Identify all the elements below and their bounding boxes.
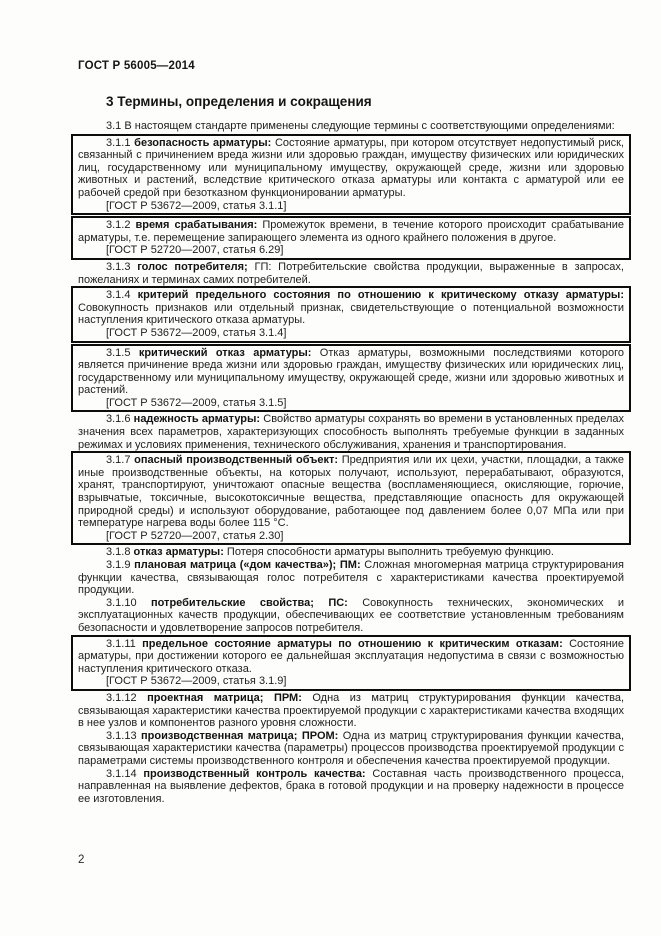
- term-definition: ГП: Потребительские свойства продукции, выраженные в запросах, пожеланиях и терминах самих потребителей.: [78, 260, 624, 286]
- term-title: опасный производственный объект:: [134, 454, 339, 467]
- term-citation: [ГОСТ Р 53672—2009, статья 3.1.4]: [106, 326, 287, 339]
- term-title: потребительские свойства; ПС:: [150, 596, 348, 609]
- term-item: [71, 216, 631, 260]
- term-number: 3.1.14: [106, 767, 144, 780]
- term-paragraph: [71, 730, 631, 768]
- page-number: 2: [78, 854, 85, 866]
- terms-list: [71, 134, 631, 806]
- term-paragraph: [73, 219, 629, 244]
- term-title: проектная матрица; ПРМ:: [147, 691, 302, 704]
- term-item: [71, 451, 631, 545]
- term-definition: Совокупность признаков или отдельный признак, свидетельствующие о потенциальной возможности наступления критического отказа арматуры.: [78, 301, 624, 327]
- term-number: 3.1.2: [106, 219, 136, 232]
- term-number: 3.1.9: [106, 559, 135, 571]
- term-title: производственная матрица; ПРОМ:: [140, 729, 339, 742]
- term-definition: Одна из матриц структурирования функции качества, связывающая характеристики качества (параметры) процессов производства проектируемой продукции с параметрами системы производственного контроля и обеспечения качества проектируемой продукции.: [78, 729, 625, 767]
- term-paragraph: [73, 289, 629, 327]
- page-content: [71, 94, 631, 805]
- term-item: [71, 768, 631, 806]
- term-item: [71, 344, 631, 413]
- term-citation: [ГОСТ Р 53672—2009, статья 3.1.1]: [106, 199, 287, 212]
- term-paragraph: [71, 546, 631, 559]
- term-title: безопасность арматуры:: [134, 136, 272, 149]
- term-title: предельное состояние арматуры по отношению к критическим отказам:: [142, 637, 563, 650]
- term-paragraph: [71, 768, 631, 806]
- term-definition: Потеря способности арматуры выполнить требуемую функцию.: [223, 546, 554, 559]
- doc-number: ГОСТ Р 56005—2014: [78, 60, 195, 72]
- term-citation: [ГОСТ Р 53672—2009, статья 3.1.9]: [106, 675, 287, 688]
- term-item: [71, 597, 631, 635]
- term-paragraph: [73, 454, 629, 530]
- term-paragraph: [73, 347, 629, 397]
- term-title: критический отказ арматуры:: [138, 346, 312, 359]
- term-number: 3.1.3: [106, 260, 138, 273]
- term-paragraph: [71, 692, 631, 730]
- term-item: [71, 413, 631, 451]
- term-paragraph: [71, 559, 631, 597]
- term-paragraph: [73, 638, 629, 676]
- term-citation: [ГОСТ Р 52720—2007, статья 2.30]: [106, 529, 284, 542]
- term-number: 3.1.5: [106, 346, 139, 359]
- term-number: 3.1.1: [106, 136, 135, 149]
- term-number: 3.1.12: [106, 691, 148, 704]
- term-title: отказ арматуры:: [133, 546, 224, 559]
- term-paragraph: [73, 137, 629, 200]
- term-item: [71, 692, 631, 730]
- term-item: [71, 546, 631, 559]
- term-definition: Состояние арматуры, при достижении которого ее дальнейшая эксплуатация недопустима в связи с возможностью наступления критического отказа.: [78, 637, 624, 675]
- section-heading: 3 Термины, определения и сокращения: [106, 94, 372, 109]
- term-title: критерий предельного состояния по отношению к критическому отказу арматуры:: [137, 289, 624, 302]
- term-title: время срабатывания:: [135, 219, 258, 232]
- term-number: 3.1.6: [106, 413, 134, 426]
- term-definition: Совокупность технических, экономических и эксплуатационных качеств продукции, обеспечивающих ее соответствие установленным требованиям безопасности и удовлетворение запросов потребителя.: [78, 596, 624, 634]
- term-title: плановая матрица («дом качества»); ПМ:: [134, 559, 361, 571]
- term-item: [71, 730, 631, 768]
- term-item: [71, 635, 631, 691]
- term-definition: Свойство арматуры сохранять во времени в установленных пределах значения всех параметров, характеризующих способность выполнять требуемые функции в заданных режимах и условиях применения, технического обслуживания, хранения и транспортирования.: [78, 413, 624, 451]
- term-number: 3.1.4: [106, 289, 138, 302]
- term-citation: [ГОСТ Р 53672—2009, статья 3.1.5]: [106, 396, 287, 409]
- term-paragraph: [71, 413, 631, 451]
- term-definition: Состояние арматуры, при котором отсутствует недопустимый риск, связанный с причинением вреда жизни или здоровью граждан, имуществу физических или юридических лиц, государственному или муниципальному имуществу, окружающей среде, жизни или здоровью животных и растений, вследствие критического отказа арматуры или контакта с арматурой или ее рабочей средой при безотказном функционировании арматуры.: [78, 136, 624, 199]
- term-item: [71, 134, 631, 216]
- term-item: [71, 286, 631, 342]
- intro-paragraph: 3.1 В настоящем стандарте применены следующие термины с соответствующими определениями:: [106, 120, 615, 132]
- term-number: 3.1.13: [106, 729, 141, 742]
- term-definition: Сложная многомерная матрица структурирования функции качества, связывающая голос потребителя с характеристиками качества проектируемой продукции.: [78, 559, 624, 597]
- term-definition: Составная часть производственного процесса, направленная на выявление дефектов, брака в готовой продукции и на проверку надежности в процессе ее изготовления.: [78, 767, 625, 805]
- term-title: производственный контроль качества:: [143, 767, 366, 780]
- term-item: [71, 559, 631, 597]
- term-citation: [ГОСТ Р 52720—2007, статья 6.29]: [106, 244, 284, 257]
- term-title: надежность арматуры:: [133, 413, 261, 426]
- term-paragraph: [71, 597, 631, 635]
- term-number: 3.1.7: [106, 454, 135, 467]
- term-definition: Отказ арматуры, возможными последствиями которого является причинение вреда жизни или здоровью граждан, имуществу физических или юридических лиц, государственному или муниципальному имуществу, окружающей среде, жизни или здоровью животных и растений.: [78, 346, 624, 397]
- term-definition: Промежуток времени, в течение которого происходит срабатывание арматуры, т.е. перемещение запирающего элемента из одного крайнего положения в другое.: [78, 219, 624, 244]
- term-paragraph: [71, 261, 631, 286]
- term-item: [71, 261, 631, 286]
- term-number: 3.1.8: [106, 546, 134, 559]
- term-number: 3.1.11: [106, 637, 143, 650]
- term-definition: Одна из матриц структурирования функции качества, связывающая характеристики качества проектируемой продукции с характеристиками качества входящих в нее узлов и компонентов разного уровня сложности.: [78, 691, 625, 730]
- term-title: голос потребителя;: [137, 260, 248, 273]
- term-definition: Предприятия или их цехи, участки, площадки, а также иные производственные объекты, на которых получают, используют, перерабатывают, образуются, хранят, транспортируют, уничтожают опасные вещества (воспламеняющиеся, окисляющие, горючие, взрывчатые, токсичные, высокотоксичные вещества, представляющие опасность для окружающей природной среды) и используют оборудование, работающее под давлением более 0,07 МПа или при температуре нагрева воды более 115 °С.: [78, 454, 624, 530]
- term-number: 3.1.10: [106, 596, 151, 609]
